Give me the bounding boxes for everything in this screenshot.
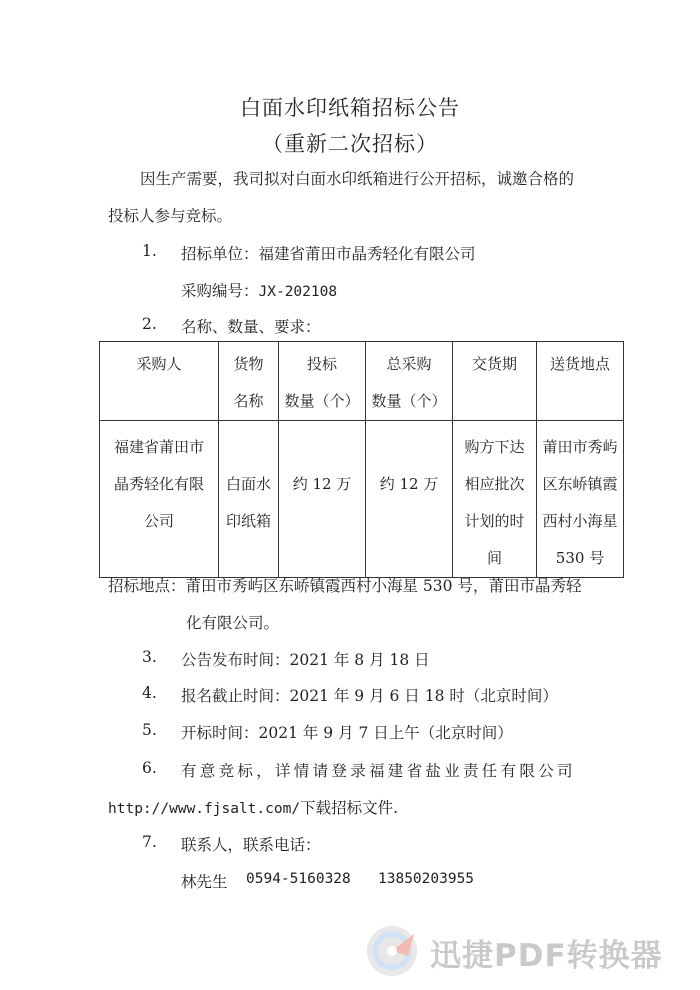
header-purchaser: 采购人: [100, 342, 219, 421]
item-number: 2.: [142, 315, 157, 333]
table-header-row: [100, 342, 624, 421]
table-row: [100, 421, 624, 578]
document-subtitle: （重新二次招标）: [262, 132, 438, 156]
contact-phone: 0594-5160328: [246, 871, 351, 887]
item-number: 5.: [142, 721, 157, 739]
item-number: 4.: [142, 684, 157, 702]
intro-line-1: 因生产需要，我司拟对白面水印纸箱进行公开招标，诚邀合格的: [140, 170, 575, 188]
cell-delivery-location: 莆田市秀屿 区东峤镇霞 西村小海星 530 号: [537, 421, 624, 578]
item-number: 7.: [142, 833, 157, 851]
bidding-location-line-1: 招标地点：莆田市秀屿区东峤镇霞西村小海星 530 号，莆田市晶秀轻: [108, 577, 582, 595]
download-line: http://www.fjsalt.com/下载招标文件.: [108, 799, 398, 817]
watermark: [352, 920, 682, 982]
header-delivery-location: 送货地点: [537, 342, 624, 421]
bid-interest-notice: 有意竞标，详情请登录福建省盐业责任有限公司: [181, 762, 576, 780]
header-delivery-period: 交货期: [453, 342, 537, 421]
watermark-text: 迅捷PDF转换器: [430, 938, 663, 974]
cell-total-quantity: 约 12 万: [366, 421, 453, 578]
contact-mobile: 13850203955: [378, 871, 475, 887]
contact-name: 林先生: [181, 873, 228, 891]
header-bid-quantity: 投标 数量（个）: [279, 342, 366, 421]
document-title: 白面水印纸箱招标公告: [240, 96, 460, 120]
pdf-converter-logo-icon: [362, 920, 426, 982]
intro-line-2: 投标人参与竞标。: [108, 207, 233, 225]
bidding-location-line-2: 化有限公司。: [186, 614, 280, 632]
requirements-heading: 名称、数量、要求：: [181, 318, 321, 336]
fjsalt-link[interactable]: http://www.fjsalt.com/: [108, 801, 301, 817]
purchase-number-value: JX-202108: [258, 284, 338, 300]
header-total-quantity: 总采购 数量（个）: [366, 342, 453, 421]
cell-bid-quantity: 约 12 万: [279, 421, 366, 578]
bidding-unit: 招标单位：福建省莆田市晶秀轻化有限公司: [181, 245, 476, 263]
cell-delivery-period: 购方下达 相应批次 计划的时 间: [453, 421, 537, 578]
item-number: 1.: [142, 242, 157, 260]
item-number: 3.: [142, 648, 157, 666]
requirements-table: [99, 341, 624, 578]
purchase-number-label: 采购编号：JX-202108: [181, 282, 338, 300]
item-number: 6.: [142, 759, 157, 777]
contact-heading: 联系人，联系电话：: [181, 836, 321, 854]
cell-goods-name: 白面水 印纸箱: [219, 421, 279, 578]
cell-purchaser: 福建省莆田市 晶秀轻化有限 公司: [100, 421, 219, 578]
bid-opening-time: 开标时间：2021 年 9 月 7 日上午（北京时间）: [181, 724, 513, 742]
header-goods-name: 货物 名称: [219, 342, 279, 421]
publish-time: 公告发布时间：2021 年 8 月 18 日: [181, 651, 430, 669]
registration-deadline: 报名截止时间：2021 年 9 月 6 日 18 时（北京时间）: [181, 687, 558, 705]
